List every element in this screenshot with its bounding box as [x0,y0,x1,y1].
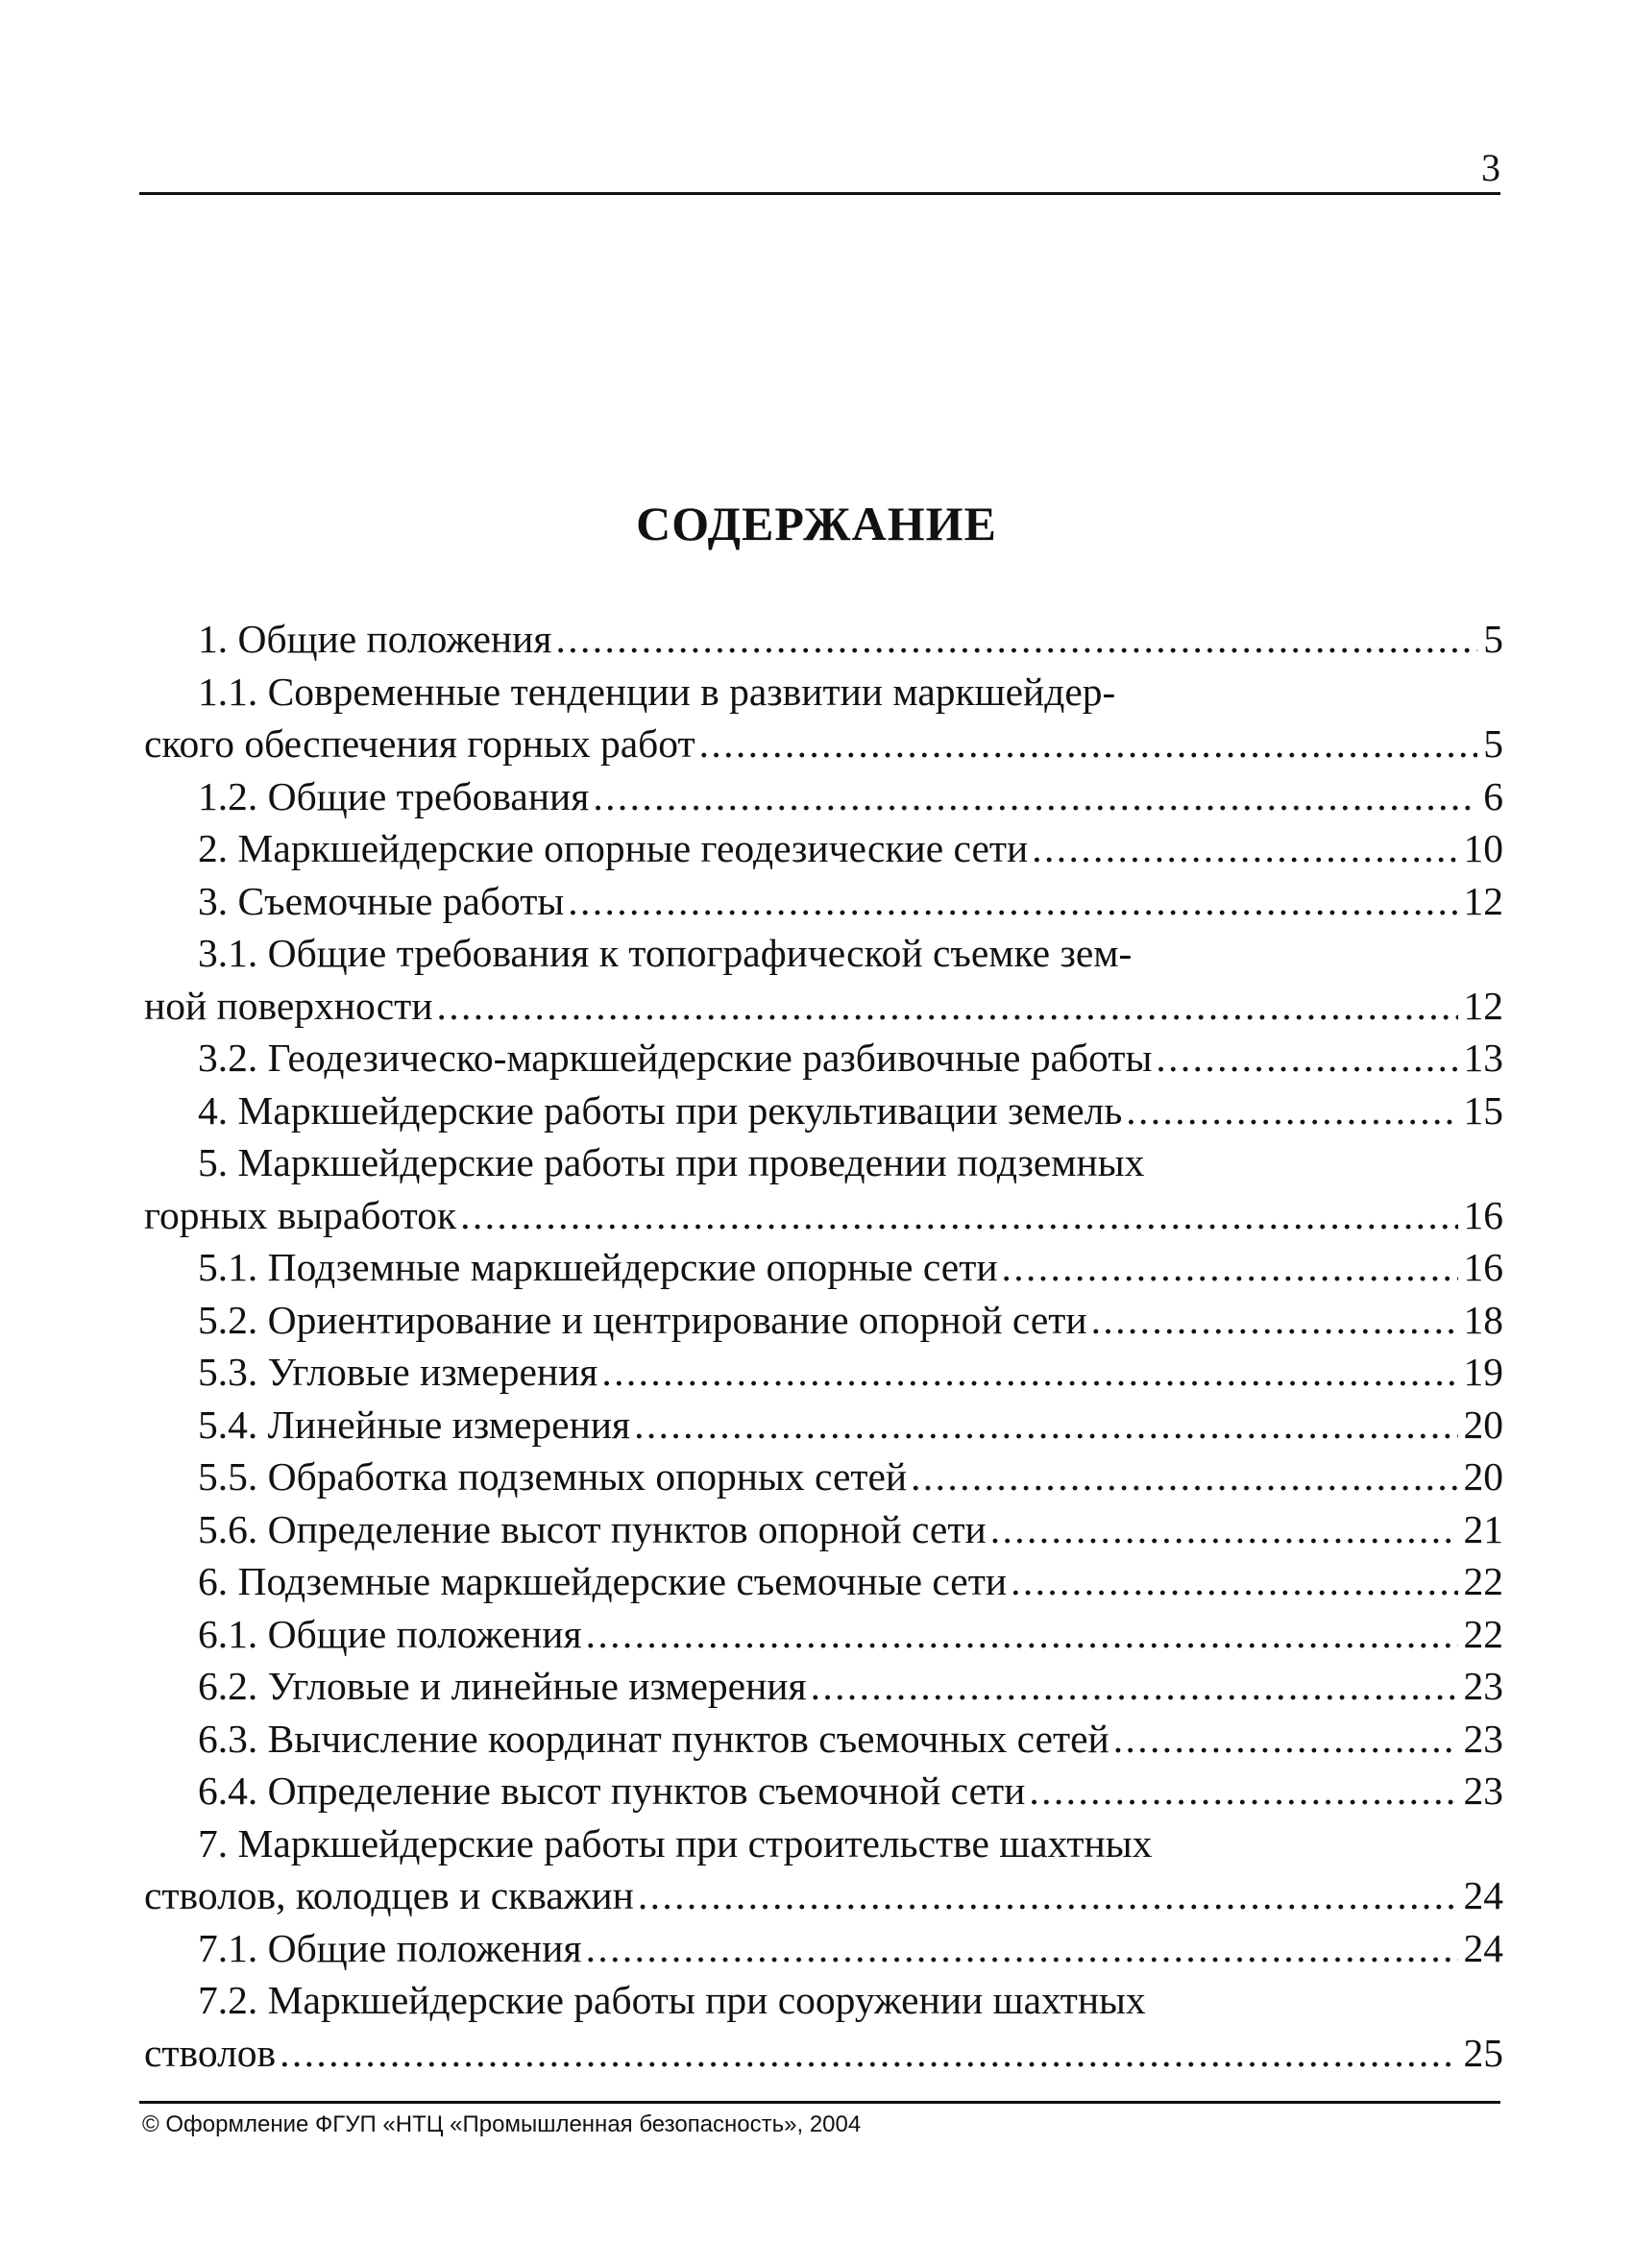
toc-entry-title: горных выработок [144,1192,457,1237]
dot-leader [437,980,1458,1033]
copyright-notice: © Оформление ФГУП «НТЦ «Промышленная безопасность», 2004 [142,2111,862,2137]
dot-leader [1113,1713,1458,1766]
toc-entry-title: 5. Маркшейдерские работы при проведении подземных [198,1140,1145,1184]
footer-rule [139,2101,1500,2104]
toc-page-number: 13 [1463,1036,1503,1080]
toc-page-number: 24 [1463,1873,1503,1917]
toc-entry [144,927,1503,1032]
toc-page-number: 25 [1463,2030,1503,2075]
toc-page-number: 6 [1483,773,1503,818]
dot-leader [990,1503,1458,1556]
toc-page-number: 15 [1463,1087,1503,1133]
toc-line [144,770,1503,823]
toc-entry-title: 5.3. Угловые измерения [198,1350,598,1394]
toc-entry [144,1503,1503,1556]
toc-entry-title: 6.3. Вычисление координат пунктов съемочных сетей [198,1716,1109,1761]
toc-entry [144,1817,1503,1922]
toc-page-number: 23 [1463,1664,1503,1708]
toc-page-number: 5 [1483,617,1503,661]
toc-line [144,927,1503,980]
toc-entry [144,1922,1503,1975]
toc-entry-title: ной поверхности [144,983,433,1028]
toc-line [144,1136,1503,1189]
toc-page-number: 23 [1463,1768,1503,1813]
dot-leader [638,1869,1458,1922]
dot-leader [811,1660,1458,1713]
toc-entry-title: 4. Маркшейдерские работы при рекультивации земель [198,1087,1123,1133]
toc-entry [144,666,1503,770]
dot-leader [555,613,1477,666]
dot-leader [593,770,1477,823]
toc-entry [144,1136,1503,1241]
toc-page-number: 16 [1463,1192,1503,1237]
toc-entry [144,1451,1503,1503]
toc-entry [144,613,1503,666]
toc-entry-title: 2. Маркшейдерские опорные геодезические сети [198,826,1029,870]
toc-line [144,1555,1503,1608]
dot-leader [586,1922,1458,1975]
toc-page-number: 22 [1463,1611,1503,1656]
toc-entry [144,1346,1503,1399]
dot-leader [1126,1085,1457,1137]
toc-line [144,1922,1503,1975]
toc-entry-title: 1. Общие положения [198,617,552,661]
dot-leader [280,2027,1457,2080]
toc-entry [144,1765,1503,1817]
toc-entry [144,1241,1503,1294]
toc-line [144,1503,1503,1556]
toc-entry-title: 7.2. Маркшейдерские работы при сооружении шахтных [198,1978,1146,2022]
toc-page-number: 12 [1463,878,1503,923]
toc-entry-title: 5.5. Обработка подземных опорных сетей [198,1454,908,1499]
toc-line [144,1451,1503,1503]
toc-page-number: 12 [1463,983,1503,1028]
toc-page-number: 20 [1463,1402,1503,1447]
toc-entry [144,1608,1503,1661]
dot-leader [699,718,1478,770]
toc-entry [144,1399,1503,1451]
toc-line [144,1085,1503,1137]
toc-page-number: 5 [1483,721,1503,766]
toc-page-number: 21 [1463,1506,1503,1551]
toc-entry [144,1660,1503,1713]
toc-entry-title: 1.2. Общие требования [198,773,590,818]
toc-page-number: 19 [1463,1350,1503,1394]
toc-page-number: 16 [1463,1245,1503,1289]
toc-entry-title: 1.1. Современные тенденции в развитии маркшейдер- [198,669,1116,714]
dot-leader [1011,1555,1457,1608]
toc-line [144,1713,1503,1766]
toc-entry [144,1294,1503,1347]
toc-entry-title: 7.1. Общие положения [198,1925,582,1970]
toc-title: СОДЕРЖАНИЕ [636,497,997,550]
toc-line [144,2027,1503,2080]
toc-page-number: 22 [1463,1559,1503,1603]
toc-line [144,875,1503,928]
toc-line [144,1189,1503,1242]
toc-line [144,1817,1503,1870]
toc-entry-title: стволов, колодцев и скважин [144,1873,634,1917]
dot-leader [911,1451,1457,1503]
toc-entry [144,1085,1503,1137]
dot-leader [601,1346,1457,1399]
toc-entry [144,1555,1503,1608]
dot-leader [460,1189,1457,1242]
toc-entry-title: 6.2. Угловые и линейные измерения [198,1664,807,1708]
toc-line [144,1032,1503,1085]
dot-leader [586,1608,1458,1661]
toc-line [144,718,1503,770]
toc-entry-title: 5.1. Подземные маркшейдерские опорные сети [198,1245,998,1289]
toc-line [144,1974,1503,2027]
toc-entry-title: 6.1. Общие положения [198,1611,582,1656]
toc-line [144,1608,1503,1661]
toc-line [144,1241,1503,1294]
toc-line [144,980,1503,1033]
toc-entry-title: 3.1. Общие требования к топографической съемке зем- [198,931,1133,975]
dot-leader [1002,1241,1458,1294]
toc-entry-title: 7. Маркшейдерские работы при строительстве шахтных [198,1820,1153,1866]
toc-entry [144,1032,1503,1085]
toc-entry-title: стволов [144,2030,277,2075]
toc-line [144,1294,1503,1347]
toc-entry [144,770,1503,823]
dot-leader [1029,1765,1457,1817]
toc-page-number: 23 [1463,1716,1503,1761]
dot-leader [1091,1294,1458,1347]
toc-entry-title: 3. Съемочные работы [198,878,565,923]
toc-entry-title: 5.4. Линейные измерения [198,1402,631,1447]
toc-line [144,613,1503,666]
toc-page-number: 20 [1463,1454,1503,1499]
toc-entry-title: ского обеспечения горных работ [144,721,695,766]
toc-line [144,1869,1503,1922]
toc-line [144,822,1503,875]
toc-entry-title: 5.6. Определение высот пунктов опорной сети [198,1506,987,1551]
toc-entry [144,822,1503,875]
dot-leader [568,875,1457,928]
page-number: 3 [1481,146,1500,189]
toc-page-number: 24 [1463,1925,1503,1970]
toc-line [144,1660,1503,1713]
toc-entry-title: 6.4. Определение высот пунктов съемочной сети [198,1768,1026,1813]
dot-leader [634,1399,1457,1451]
toc-entry-title: 6. Подземные маркшейдерские съемочные сети [198,1559,1008,1603]
toc-entry-title: 5.2. Ориентирование и центрирование опорной сети [198,1297,1087,1342]
toc-entry [144,1713,1503,1766]
toc-line [144,1765,1503,1817]
toc-line [144,1346,1503,1399]
toc-entry-title: 3.2. Геодезическо-маркшейдерские разбивочные работы [198,1036,1153,1080]
dot-leader [1032,822,1457,875]
toc-page-number: 10 [1463,826,1503,870]
toc-line [144,666,1503,719]
dot-leader [1156,1032,1457,1085]
toc-entry [144,875,1503,928]
toc-entry [144,1974,1503,2079]
header-rule [139,192,1500,195]
toc-page-number: 18 [1463,1297,1503,1342]
toc-line [144,1399,1503,1451]
table-of-contents [144,613,1503,2079]
